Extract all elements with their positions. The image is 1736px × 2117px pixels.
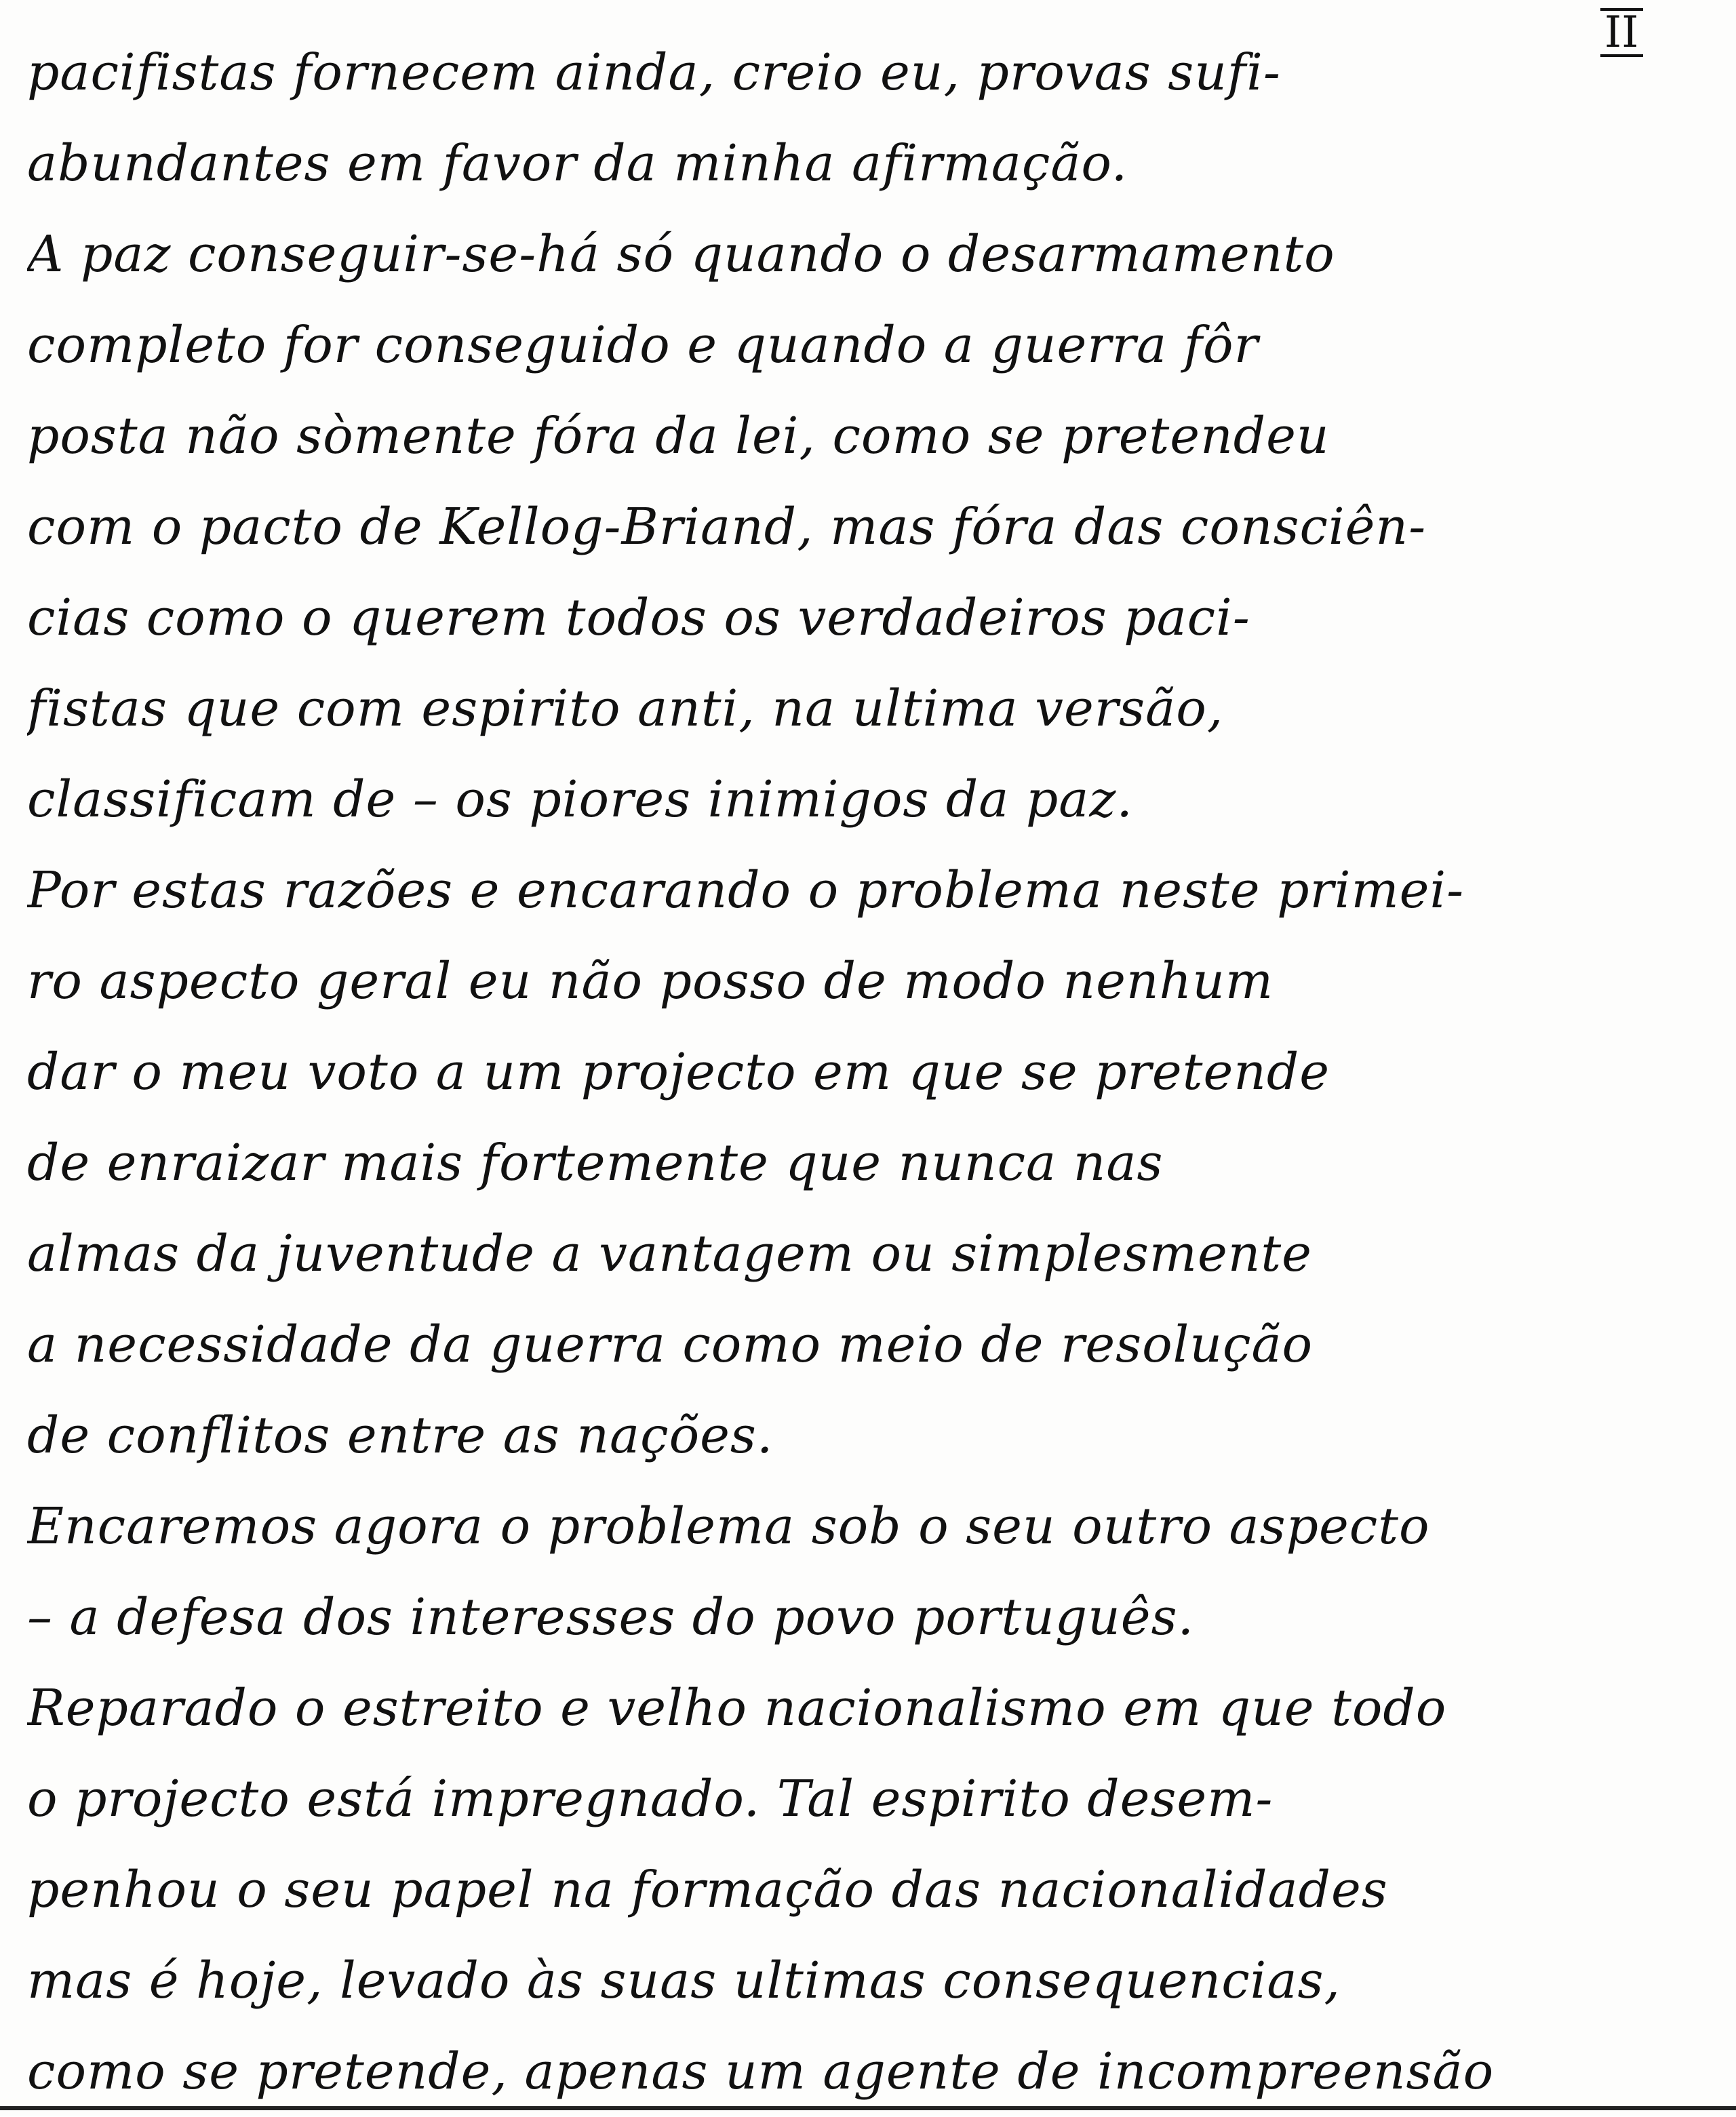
text-line: de enraizar mais fortemente que nunca nas bbox=[27, 1134, 1164, 1192]
text-line: Reparado o estreito e velho nacionalismo em que todo bbox=[27, 1679, 1447, 1737]
page-number: II bbox=[1600, 8, 1643, 57]
text-line: o projecto está impregnado. Tal espirito desem- bbox=[27, 1770, 1274, 1828]
page-edge-line bbox=[0, 2106, 1736, 2110]
text-line: fistas que com espirito anti, na ultima versão, bbox=[27, 679, 1224, 738]
text-line: penhou o seu papel na formação das nacionalidades bbox=[27, 1861, 1388, 1919]
text-line: mas é hoje, levado às suas ultimas consequencias, bbox=[27, 1952, 1341, 2010]
text-line: almas da juventude a vantagem ou simplesmente bbox=[27, 1225, 1312, 1283]
text-line: posta não sòmente fóra da lei, como se pretendeu bbox=[27, 407, 1330, 465]
text-line: ro aspecto geral eu não posso de modo nenhum bbox=[27, 952, 1274, 1010]
text-line: de conflitos entre as nações. bbox=[27, 1406, 774, 1465]
text-line: Por estas razões e encarando o problema neste primei- bbox=[27, 861, 1465, 919]
text-line: Encaremos agora o problema sob o seu outro aspecto bbox=[27, 1497, 1430, 1556]
text-line: pacifistas fornecem ainda, creio eu, provas sufi- bbox=[27, 43, 1281, 102]
text-line: classificam de – os piores inimigos da paz. bbox=[27, 770, 1133, 829]
text-line: abundantes em favor da minha afirmação. bbox=[27, 134, 1128, 193]
text-line: a necessidade da guerra como meio de resolução bbox=[27, 1315, 1314, 1374]
text-line: como se pretende, apenas um agente de incompreensão bbox=[27, 2042, 1495, 2101]
handwritten-text bbox=[27, 27, 1709, 2117]
text-line: cias como o querem todos os verdadeiros paci- bbox=[27, 589, 1250, 647]
text-line: – a defesa dos interesses do povo português. bbox=[27, 1588, 1195, 1646]
text-line: dar o meu voto a um projecto em que se pretende bbox=[27, 1043, 1330, 1101]
text-line: completo for conseguido e quando a guerra fôr bbox=[27, 316, 1259, 374]
text-line: com o pacto de Kellog-Briand, mas fóra das consciên- bbox=[27, 498, 1427, 556]
text-line: A paz conseguir-se-há só quando o desarmamento bbox=[27, 225, 1335, 283]
